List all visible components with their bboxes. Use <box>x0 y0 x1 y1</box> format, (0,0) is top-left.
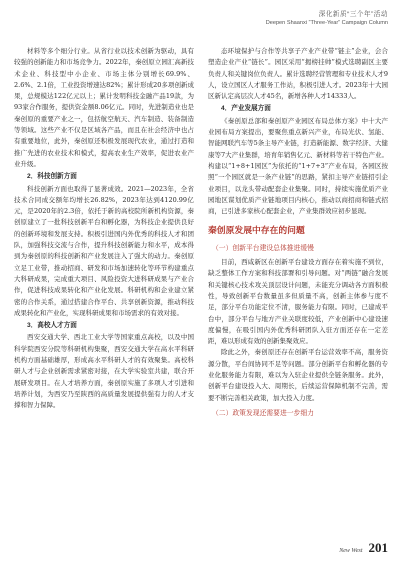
page-number: 201 <box>368 540 388 555</box>
subheading-industry: 4．产业发展方面 <box>221 105 271 113</box>
paragraph: 目前，西咸新区在创新平台建设方面存在着实施不到位，缺乏整体工作方案和科技部署和引导问题。对“两链”融合发展和关键核心技术攻关顶层设计问题，未能充分调动各方面积极性，导致创新平台数量虽多但质量不高，创新主体参与度不足，部分平台功能定位不清，服务能力有限。同时，已建成平台中，部分平台与地方产业关联度较低，产业创新中心建设速度偏慢，在吸引国内外优秀科研团队入驻方面还存在一定差距，难以形成有效的创新集聚效应。 <box>208 258 388 346</box>
journal-name: New West <box>339 548 363 554</box>
subsection-title-2: （二）政策发现还需要进一步细力 <box>212 409 314 417</box>
section-title: 秦创原发展中存在的问题 <box>208 225 305 236</box>
paragraph: 《秦创原总部和秦创原产业园区布局总体方案》中十大产业园布局方案提出，要聚焦重点新兴产业，布局光伏、氢能、智能网联汽车等5条主导产业链，打造新能源、数字经济、大健康等7大产业集群，培育年销售亿元、新材料等若干特色产业。构建以“1+8+1园区”为依托的“1+7+3”产业布局，各园区按照“一个园区就是一条产业链”的思路，紧扣主导产业链招引企业项目，以龙头带动配套企业集聚。同时，持续实施优质产业园地区谋划优质产业链地项目内核心，推动以商招商和链式招商，已引进多家核心配套企业，产业集群效应初步显现。 <box>208 116 388 216</box>
subheading-tech-innovation: 2．科技创新方面 <box>27 173 77 181</box>
paragraph: 材料等多个细分行业。从省行业以技术创新为驱动，具有较强的创新能力和市场竞争力。2022年，秦创原立园汇高新技术企业、科技型中小企业、市场主体分别增长69.9%、2.6%、2.1倍，工业投资增速达82%；累计形成20多项创新成果，总规模达122亿元以上；累计发明科技金融产品19款，为93家合作服务，提供资金额8.06亿元。同时，先进制造业也是秦创原的重要产业之一，包括航空航天、汽车制造、装备制造等领域。这些产业不仅是区域各产品，而且在社会经济中也占有重要地位，此外，秦创原还积极发展现代农业，通过打造和推广先进的农业技术和模式，提高农业生产效率，促进农业产业升级。 <box>14 47 194 168</box>
page-header <box>266 8 388 26</box>
paragraph: 除此之外，秦创原还存在创新平台运营效率不高，服务资源分散，平台间协同不足等问题。部分创新平台和孵化器的专业化服务能力有限，难以为入驻企业提供全链条服务。此外，创新平台建设投入大、周期长，后续运营保障机制不完善，需要不断完善相关政策，加大投入力度。 <box>208 348 388 402</box>
subsection-title-1: （一）创新平台建设总体推进缓慢 <box>212 244 314 252</box>
paragraph: 科技创新方面也取得了显著成效。2021—2023年，全省技术合同成交额年均增长26.82%，2023年达到4120.99亿元，是2020年的2.3倍，依托于新的高校院所新机构资源，秦创原建立了一批科技创新平台和孵化器，为科技企业提供良好的创新环境和发展支持。积极引进国内外优秀的科技人才和团队，加强科技交流与合作，提升科技创新能力和水平，成本得到为秦创原的科技创新和产业发展注入了强大的动力。秦创原立足工业带，推动招商、研发和市场加速转化等环节构建重点大科研成果，完成重大项目、风险投资大进科研成果与产业合作，促进科技成果转化和产业化发展。科研机构和企业建立紧密的合作关系，通过搭建合作平台、共享创新资源，推动科技成果转化和产业化，实现科研成果和市场需求的有效对接。 <box>14 184 194 317</box>
paragraph: 态环境保护与合作等共享子产业产业带“链主”企业，会合塑造企业产业“链长”。园区采用“揭榜挂帅”模式选聘副区主要负责人和关键岗位负责人。累计选聘经营管理和专业技术人才9人，设立国区人才服务工作站，积极引进人才。2023年十大园区新认定高层次人才45名，新增各种人才14333人。 <box>208 47 388 101</box>
right-column <box>208 46 388 422</box>
header-title-cn: 深化新质“三个年”活动 <box>318 11 388 18</box>
page-footer <box>339 540 388 556</box>
left-column <box>14 46 194 412</box>
paragraph: 西安交通大学、西北工业大学等国家重点高校，以及中国科学院西安分院等科研机构集聚，西安交通大学在高水平科研机构方面基础雄厚，形成高水平科研人才的有效聚集。高校科研人才与企业创新需求紧密对接，在大学实验室共建，联合开展研发项目。在人才培养方面，秦创原实施了多项人才引进和培养计划，为西安乃至陕西的高质量发展提供强有力的人才支撑和智力保障。 <box>14 333 194 410</box>
subheading-talent: 3．高校人才方面 <box>27 322 77 330</box>
header-title-en: Deepen Shaanxi “Three-Year” Campaign Column <box>265 20 388 26</box>
